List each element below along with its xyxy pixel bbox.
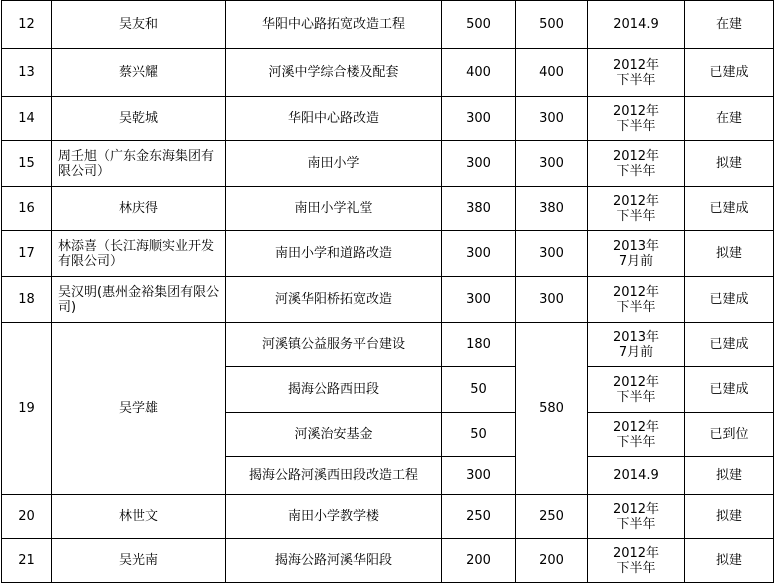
project-name: 河溪华阳桥拓宽改造 bbox=[226, 277, 442, 323]
table-row bbox=[2, 141, 774, 187]
project-name: 揭海公路河溪华阳段 bbox=[226, 539, 442, 583]
donor-name: 周壬旭（广东金东海集团有限公司） bbox=[52, 141, 226, 187]
row-number: 19 bbox=[2, 323, 52, 495]
completion-time: 2014.9 bbox=[588, 457, 685, 495]
pledged-amount: 300 bbox=[442, 457, 516, 495]
project-name: 华阳中心路拓宽改造工程 bbox=[226, 1, 442, 49]
donor-name: 吴学雄 bbox=[52, 323, 226, 495]
row-number: 14 bbox=[2, 97, 52, 141]
completion-time: 2012年 下半年 bbox=[588, 539, 685, 583]
row-number: 15 bbox=[2, 141, 52, 187]
project-status: 已建成 bbox=[685, 367, 774, 413]
completion-time: 2013年 7月前 bbox=[588, 231, 685, 277]
completion-time: 2012年 下半年 bbox=[588, 495, 685, 539]
pledged-amount: 200 bbox=[442, 539, 516, 583]
table-row bbox=[2, 1, 774, 49]
pledged-amount: 380 bbox=[442, 187, 516, 231]
project-name: 南田小学教学楼 bbox=[226, 495, 442, 539]
pledged-amount: 180 bbox=[442, 323, 516, 367]
donor-name: 吴汉明(惠州金裕集团有限公司) bbox=[52, 277, 226, 323]
donor-name: 林庆得 bbox=[52, 187, 226, 231]
table-row bbox=[2, 323, 774, 367]
project-status: 已到位 bbox=[685, 413, 774, 457]
project-name: 华阳中心路改造 bbox=[226, 97, 442, 141]
row-number: 12 bbox=[2, 1, 52, 49]
actual-amount: 300 bbox=[516, 277, 588, 323]
project-status: 拟建 bbox=[685, 231, 774, 277]
completion-time: 2012年 下半年 bbox=[588, 187, 685, 231]
table-row bbox=[2, 187, 774, 231]
actual-amount: 500 bbox=[516, 1, 588, 49]
project-status: 拟建 bbox=[685, 141, 774, 187]
donor-name: 吴乾城 bbox=[52, 97, 226, 141]
completion-time: 2014.9 bbox=[588, 1, 685, 49]
completion-time: 2012年 下半年 bbox=[588, 413, 685, 457]
project-status: 在建 bbox=[685, 97, 774, 141]
project-name: 揭海公路河溪西田段改造工程 bbox=[226, 457, 442, 495]
project-name: 河溪中学综合楼及配套 bbox=[226, 49, 442, 97]
completion-time: 2013年 7月前 bbox=[588, 323, 685, 367]
project-status: 在建 bbox=[685, 1, 774, 49]
donor-name: 蔡兴耀 bbox=[52, 49, 226, 97]
completion-time: 2012年 下半年 bbox=[588, 277, 685, 323]
pledged-amount: 300 bbox=[442, 231, 516, 277]
pledged-amount: 300 bbox=[442, 141, 516, 187]
project-name: 南田小学 bbox=[226, 141, 442, 187]
project-name: 河溪镇公益服务平台建设 bbox=[226, 323, 442, 367]
actual-amount: 400 bbox=[516, 49, 588, 97]
row-number: 20 bbox=[2, 495, 52, 539]
donor-name: 林世文 bbox=[52, 495, 226, 539]
project-name: 南田小学和道路改造 bbox=[226, 231, 442, 277]
pledged-amount: 50 bbox=[442, 413, 516, 457]
pledged-amount: 300 bbox=[442, 97, 516, 141]
row-number: 17 bbox=[2, 231, 52, 277]
actual-amount: 380 bbox=[516, 187, 588, 231]
donor-name: 吴友和 bbox=[52, 1, 226, 49]
table-row bbox=[2, 277, 774, 323]
actual-amount: 580 bbox=[516, 323, 588, 495]
pledged-amount: 250 bbox=[442, 495, 516, 539]
row-number: 18 bbox=[2, 277, 52, 323]
donor-name: 吴光南 bbox=[52, 539, 226, 583]
actual-amount: 250 bbox=[516, 495, 588, 539]
project-status: 已建成 bbox=[685, 277, 774, 323]
project-name: 南田小学礼堂 bbox=[226, 187, 442, 231]
pledged-amount: 300 bbox=[442, 277, 516, 323]
actual-amount: 300 bbox=[516, 97, 588, 141]
table-row bbox=[2, 495, 774, 539]
completion-time: 2012年 下半年 bbox=[588, 141, 685, 187]
completion-time: 2012年 下半年 bbox=[588, 97, 685, 141]
project-status: 拟建 bbox=[685, 495, 774, 539]
donor-name: 林添喜（长江海顺实业开发有限公司） bbox=[52, 231, 226, 277]
project-status: 已建成 bbox=[685, 187, 774, 231]
completion-time: 2012年 下半年 bbox=[588, 49, 685, 97]
row-number: 16 bbox=[2, 187, 52, 231]
row-number: 13 bbox=[2, 49, 52, 97]
project-status: 拟建 bbox=[685, 457, 774, 495]
pledged-amount: 400 bbox=[442, 49, 516, 97]
project-status: 拟建 bbox=[685, 539, 774, 583]
pledged-amount: 500 bbox=[442, 1, 516, 49]
project-status: 已建成 bbox=[685, 323, 774, 367]
donation-table bbox=[1, 0, 774, 583]
table-row bbox=[2, 231, 774, 277]
row-number: 21 bbox=[2, 539, 52, 583]
project-name: 揭海公路西田段 bbox=[226, 367, 442, 413]
table-row bbox=[2, 97, 774, 141]
project-status: 已建成 bbox=[685, 49, 774, 97]
actual-amount: 300 bbox=[516, 141, 588, 187]
table-row bbox=[2, 49, 774, 97]
project-name: 河溪治安基金 bbox=[226, 413, 442, 457]
actual-amount: 300 bbox=[516, 231, 588, 277]
completion-time: 2012年 下半年 bbox=[588, 367, 685, 413]
pledged-amount: 50 bbox=[442, 367, 516, 413]
actual-amount: 200 bbox=[516, 539, 588, 583]
